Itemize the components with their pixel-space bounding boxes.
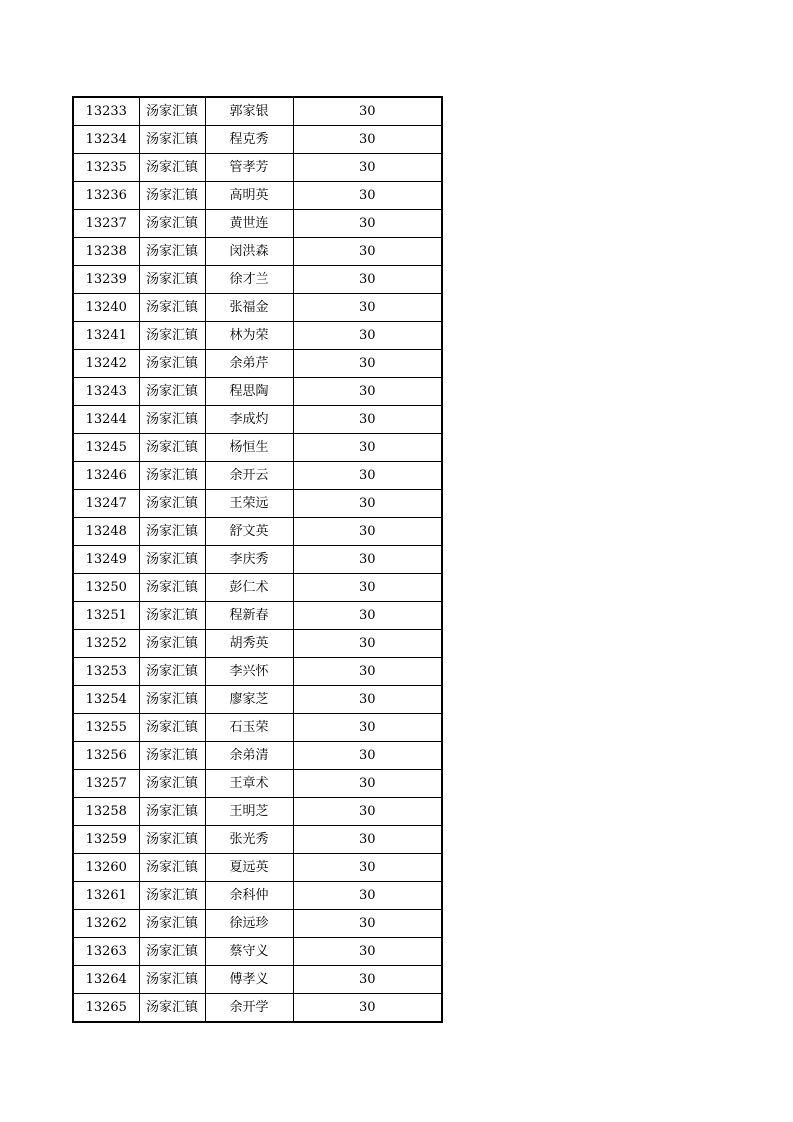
amount-cell: 30 — [293, 182, 442, 210]
amount-cell: 30 — [293, 630, 442, 658]
amount-cell: 30 — [293, 882, 442, 910]
row-id-cell: 13261 — [73, 882, 139, 910]
row-id-cell: 13237 — [73, 210, 139, 238]
town-cell: 汤家汇镇 — [139, 798, 205, 826]
row-id-cell: 13251 — [73, 602, 139, 630]
table-row — [73, 518, 442, 546]
town-cell: 汤家汇镇 — [139, 490, 205, 518]
row-id-cell: 13252 — [73, 630, 139, 658]
town-cell: 汤家汇镇 — [139, 378, 205, 406]
table-row — [73, 182, 442, 210]
town-cell: 汤家汇镇 — [139, 406, 205, 434]
table-row — [73, 686, 442, 714]
table-row — [73, 546, 442, 574]
name-cell: 蔡守义 — [205, 938, 293, 966]
amount-cell: 30 — [293, 294, 442, 322]
table-row — [73, 350, 442, 378]
row-id-cell: 13247 — [73, 490, 139, 518]
amount-cell: 30 — [293, 154, 442, 182]
amount-cell: 30 — [293, 97, 442, 126]
row-id-cell: 13245 — [73, 434, 139, 462]
amount-cell: 30 — [293, 238, 442, 266]
table-row — [73, 966, 442, 994]
amount-cell: 30 — [293, 910, 442, 938]
row-id-cell: 13259 — [73, 826, 139, 854]
town-cell: 汤家汇镇 — [139, 854, 205, 882]
row-id-cell: 13265 — [73, 994, 139, 1023]
name-cell: 余开云 — [205, 462, 293, 490]
name-cell: 王荣远 — [205, 490, 293, 518]
name-cell: 余弟芹 — [205, 350, 293, 378]
amount-cell: 30 — [293, 434, 442, 462]
amount-cell: 30 — [293, 714, 442, 742]
table-row — [73, 378, 442, 406]
table-row — [73, 714, 442, 742]
table-row — [73, 826, 442, 854]
town-cell: 汤家汇镇 — [139, 826, 205, 854]
table-row — [73, 574, 442, 602]
roster-table — [72, 96, 443, 1023]
name-cell: 李庆秀 — [205, 546, 293, 574]
row-id-cell: 13255 — [73, 714, 139, 742]
row-id-cell: 13239 — [73, 266, 139, 294]
name-cell: 胡秀英 — [205, 630, 293, 658]
name-cell: 舒文英 — [205, 518, 293, 546]
row-id-cell: 13242 — [73, 350, 139, 378]
town-cell: 汤家汇镇 — [139, 294, 205, 322]
row-id-cell: 13236 — [73, 182, 139, 210]
table-row — [73, 97, 442, 126]
town-cell: 汤家汇镇 — [139, 658, 205, 686]
amount-cell: 30 — [293, 742, 442, 770]
table-row — [73, 770, 442, 798]
town-cell: 汤家汇镇 — [139, 434, 205, 462]
name-cell: 徐才兰 — [205, 266, 293, 294]
name-cell: 李成灼 — [205, 406, 293, 434]
roster-table-body — [73, 97, 442, 1022]
table-row — [73, 994, 442, 1023]
amount-cell: 30 — [293, 770, 442, 798]
name-cell: 程思陶 — [205, 378, 293, 406]
town-cell: 汤家汇镇 — [139, 938, 205, 966]
name-cell: 余开学 — [205, 994, 293, 1023]
name-cell: 傅孝义 — [205, 966, 293, 994]
amount-cell: 30 — [293, 350, 442, 378]
table-row — [73, 210, 442, 238]
table-row — [73, 294, 442, 322]
table-row — [73, 798, 442, 826]
name-cell: 夏远英 — [205, 854, 293, 882]
amount-cell: 30 — [293, 490, 442, 518]
name-cell: 余弟清 — [205, 742, 293, 770]
town-cell: 汤家汇镇 — [139, 518, 205, 546]
name-cell: 石玉荣 — [205, 714, 293, 742]
town-cell: 汤家汇镇 — [139, 602, 205, 630]
row-id-cell: 13257 — [73, 770, 139, 798]
table-row — [73, 406, 442, 434]
town-cell: 汤家汇镇 — [139, 742, 205, 770]
row-id-cell: 13235 — [73, 154, 139, 182]
table-row — [73, 322, 442, 350]
town-cell: 汤家汇镇 — [139, 97, 205, 126]
table-row — [73, 938, 442, 966]
amount-cell: 30 — [293, 378, 442, 406]
town-cell: 汤家汇镇 — [139, 462, 205, 490]
name-cell: 高明英 — [205, 182, 293, 210]
name-cell: 徐远珍 — [205, 910, 293, 938]
name-cell: 王章术 — [205, 770, 293, 798]
town-cell: 汤家汇镇 — [139, 350, 205, 378]
amount-cell: 30 — [293, 602, 442, 630]
table-row — [73, 882, 442, 910]
town-cell: 汤家汇镇 — [139, 910, 205, 938]
table-row — [73, 462, 442, 490]
row-id-cell: 13263 — [73, 938, 139, 966]
table-row — [73, 658, 442, 686]
town-cell: 汤家汇镇 — [139, 770, 205, 798]
name-cell: 黄世连 — [205, 210, 293, 238]
row-id-cell: 13244 — [73, 406, 139, 434]
amount-cell: 30 — [293, 322, 442, 350]
table-row — [73, 266, 442, 294]
town-cell: 汤家汇镇 — [139, 686, 205, 714]
town-cell: 汤家汇镇 — [139, 546, 205, 574]
row-id-cell: 13243 — [73, 378, 139, 406]
town-cell: 汤家汇镇 — [139, 210, 205, 238]
amount-cell: 30 — [293, 574, 442, 602]
town-cell: 汤家汇镇 — [139, 182, 205, 210]
town-cell: 汤家汇镇 — [139, 966, 205, 994]
table-row — [73, 602, 442, 630]
row-id-cell: 13250 — [73, 574, 139, 602]
town-cell: 汤家汇镇 — [139, 322, 205, 350]
row-id-cell: 13264 — [73, 966, 139, 994]
town-cell: 汤家汇镇 — [139, 238, 205, 266]
town-cell: 汤家汇镇 — [139, 882, 205, 910]
name-cell: 管孝芳 — [205, 154, 293, 182]
town-cell: 汤家汇镇 — [139, 126, 205, 154]
table-row — [73, 854, 442, 882]
name-cell: 闵洪森 — [205, 238, 293, 266]
amount-cell: 30 — [293, 210, 442, 238]
name-cell: 余科仲 — [205, 882, 293, 910]
row-id-cell: 13241 — [73, 322, 139, 350]
town-cell: 汤家汇镇 — [139, 266, 205, 294]
name-cell: 王明芝 — [205, 798, 293, 826]
amount-cell: 30 — [293, 854, 442, 882]
town-cell: 汤家汇镇 — [139, 994, 205, 1023]
name-cell: 郭家银 — [205, 97, 293, 126]
town-cell: 汤家汇镇 — [139, 574, 205, 602]
row-id-cell: 13256 — [73, 742, 139, 770]
name-cell: 张福金 — [205, 294, 293, 322]
row-id-cell: 13248 — [73, 518, 139, 546]
name-cell: 李兴怀 — [205, 658, 293, 686]
amount-cell: 30 — [293, 966, 442, 994]
town-cell: 汤家汇镇 — [139, 630, 205, 658]
name-cell: 程克秀 — [205, 126, 293, 154]
row-id-cell: 13238 — [73, 238, 139, 266]
name-cell: 林为荣 — [205, 322, 293, 350]
town-cell: 汤家汇镇 — [139, 154, 205, 182]
amount-cell: 30 — [293, 266, 442, 294]
table-row — [73, 490, 442, 518]
amount-cell: 30 — [293, 518, 442, 546]
name-cell: 廖家芝 — [205, 686, 293, 714]
amount-cell: 30 — [293, 546, 442, 574]
amount-cell: 30 — [293, 686, 442, 714]
table-row — [73, 154, 442, 182]
row-id-cell: 13262 — [73, 910, 139, 938]
table-row — [73, 126, 442, 154]
row-id-cell: 13253 — [73, 658, 139, 686]
table-row — [73, 434, 442, 462]
row-id-cell: 13249 — [73, 546, 139, 574]
row-id-cell: 13233 — [73, 97, 139, 126]
row-id-cell: 13234 — [73, 126, 139, 154]
name-cell: 彭仁术 — [205, 574, 293, 602]
amount-cell: 30 — [293, 406, 442, 434]
name-cell: 程新春 — [205, 602, 293, 630]
table-row — [73, 910, 442, 938]
row-id-cell: 13246 — [73, 462, 139, 490]
amount-cell: 30 — [293, 126, 442, 154]
amount-cell: 30 — [293, 994, 442, 1023]
amount-cell: 30 — [293, 938, 442, 966]
table-row — [73, 630, 442, 658]
amount-cell: 30 — [293, 462, 442, 490]
row-id-cell: 13258 — [73, 798, 139, 826]
row-id-cell: 13240 — [73, 294, 139, 322]
town-cell: 汤家汇镇 — [139, 714, 205, 742]
name-cell: 张光秀 — [205, 826, 293, 854]
row-id-cell: 13260 — [73, 854, 139, 882]
name-cell: 杨恒生 — [205, 434, 293, 462]
table-row — [73, 742, 442, 770]
amount-cell: 30 — [293, 826, 442, 854]
amount-cell: 30 — [293, 658, 442, 686]
row-id-cell: 13254 — [73, 686, 139, 714]
amount-cell: 30 — [293, 798, 442, 826]
table-row — [73, 238, 442, 266]
